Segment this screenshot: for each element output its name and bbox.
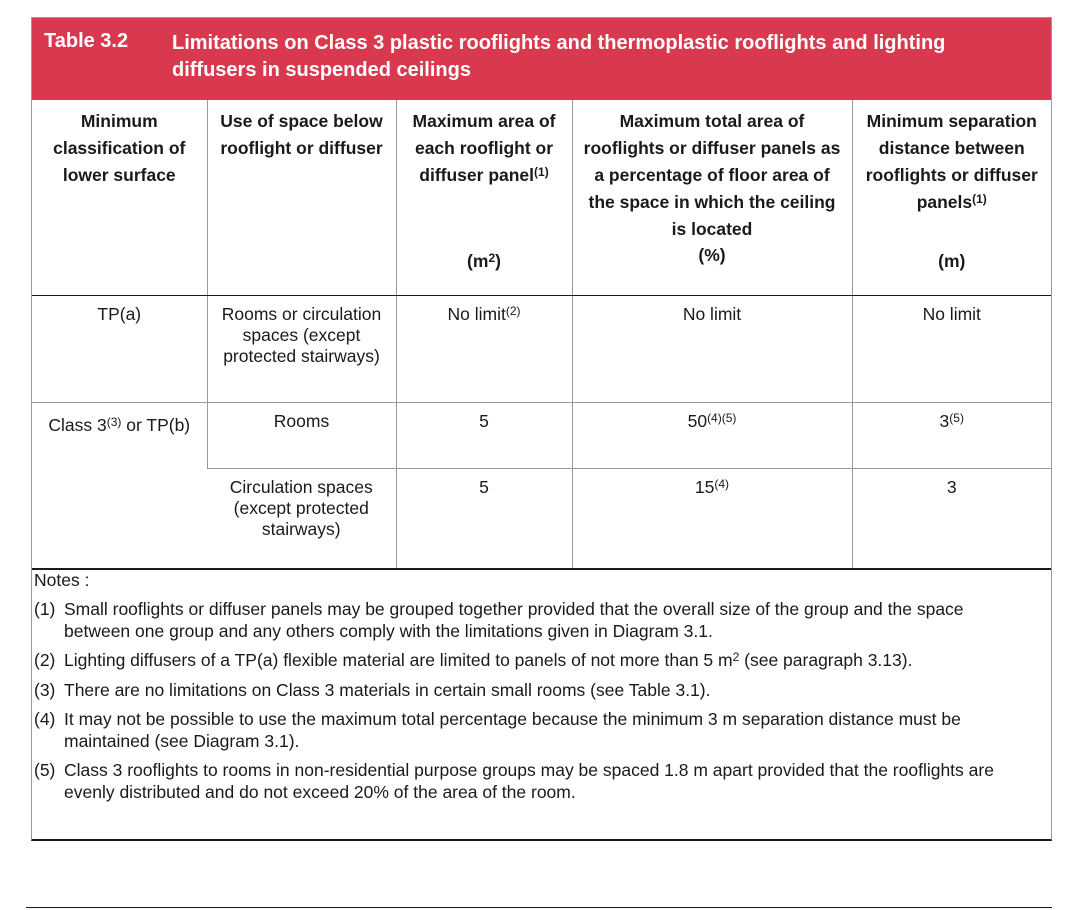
column-header-classification — [32, 100, 207, 295]
cell-separation: No limit — [852, 295, 1051, 402]
cell-use: Rooms — [207, 402, 396, 468]
cell-use: Circulation spaces (except protected stairways) — [229, 476, 373, 539]
cell-use: Rooms or circulation spaces (except protected stairways) — [207, 295, 396, 402]
cell-max-area: 5 — [396, 468, 572, 569]
footnote-ref: (1) — [534, 165, 549, 179]
column-heading: Minimum separation distance between rooflights or diffuser panels — [865, 111, 1038, 212]
note-item — [34, 759, 1034, 803]
note-text: Small rooflights or diffuser panels may be grouped together provided that the overall size of the group and the space between one group and any others comply with the limitations given in Diagram 3.1. — [64, 599, 964, 641]
note-text: Class 3 rooflights to rooms in non-residential purpose groups may be spaced 1.8 m apart provided that the rooflights are evenly distributed and do not exceed 20% of the area of the room. — [64, 760, 994, 802]
cell-max-total: No limit — [572, 295, 852, 402]
footnote-ref: (5) — [949, 410, 964, 425]
footnote-ref: (3) — [106, 414, 122, 429]
note-text: There are no limitations on Class 3 materials in certain small rooms (see Table 3.1). — [64, 680, 711, 700]
note-item — [34, 679, 1034, 701]
column-heading: Minimum classification of lower surface — [53, 111, 186, 185]
note-item — [34, 598, 1034, 642]
table-header — [32, 18, 1051, 100]
note-label: (4) — [34, 709, 56, 729]
notes-title: Notes : — [34, 570, 90, 590]
table-frame — [31, 17, 1052, 841]
cell-separation: 3$^{(5)}$ — [852, 402, 1051, 468]
column-unit: (m) — [938, 251, 966, 271]
note-label: (1) — [34, 599, 56, 619]
cell-classification: Class 3$^{(3)}$ or TP(b) — [48, 414, 191, 435]
footnote-ref: (4)(5) — [707, 410, 737, 425]
table-row — [32, 402, 1051, 468]
table-title: Limitations on Class 3 plastic rooflights and thermoplastic rooflights and lighting diffusers in suspended ceilings — [172, 32, 946, 81]
column-header-separation — [852, 100, 1051, 295]
cell-separation: 3 — [852, 468, 1051, 569]
cell-max-total: 15$^{(4)}$ — [572, 468, 852, 569]
column-header-row — [32, 100, 1051, 295]
column-header-use — [207, 100, 396, 295]
cell-max-area: No limit$^{(2)}$ — [396, 295, 572, 402]
column-heading: Use of space below rooflight or diffuser — [220, 111, 383, 158]
cell-max-total: $50^{(4)(5)}$ — [572, 402, 852, 468]
column-unit: $(m^2)$ — [467, 251, 501, 271]
page-bottom-rule — [26, 907, 1052, 908]
note-item — [34, 708, 1034, 752]
cell-classification: TP(a) — [32, 295, 207, 402]
column-heading: Maximum area of each rooflight or diffuser panel — [412, 111, 556, 185]
notes-section — [32, 568, 1051, 840]
cell-max-area: 5 — [396, 402, 572, 468]
column-header-max-area — [396, 100, 572, 295]
table-row — [32, 295, 1051, 402]
note-text: Lighting diffusers of a TP(a) flexible material are limited to panels of not more than 5 $m^2$ (see paragraph 3.13). — [64, 650, 913, 670]
note-text: It may not be possible to use the maximum total percentage because the minimum 3 m separation distance must be maintained (see Diagram 3.1). — [64, 709, 961, 751]
footnote-ref: (1) — [972, 192, 987, 206]
column-unit: (%) — [698, 245, 726, 265]
column-header-max-total — [572, 100, 852, 295]
footnote-ref: (2) — [505, 303, 521, 318]
limitations-table — [32, 100, 1051, 569]
column-heading: Maximum total area of rooflights or diffuser panels as a percentage of floor area of the space in which the ceiling is located — [583, 111, 841, 239]
footnote-ref: (4) — [714, 476, 730, 491]
table-number: Table 3.2 — [44, 30, 129, 52]
note-item — [34, 649, 1034, 671]
note-label: (2) — [34, 650, 56, 670]
note-label: (5) — [34, 760, 56, 780]
note-label: (3) — [34, 680, 56, 700]
